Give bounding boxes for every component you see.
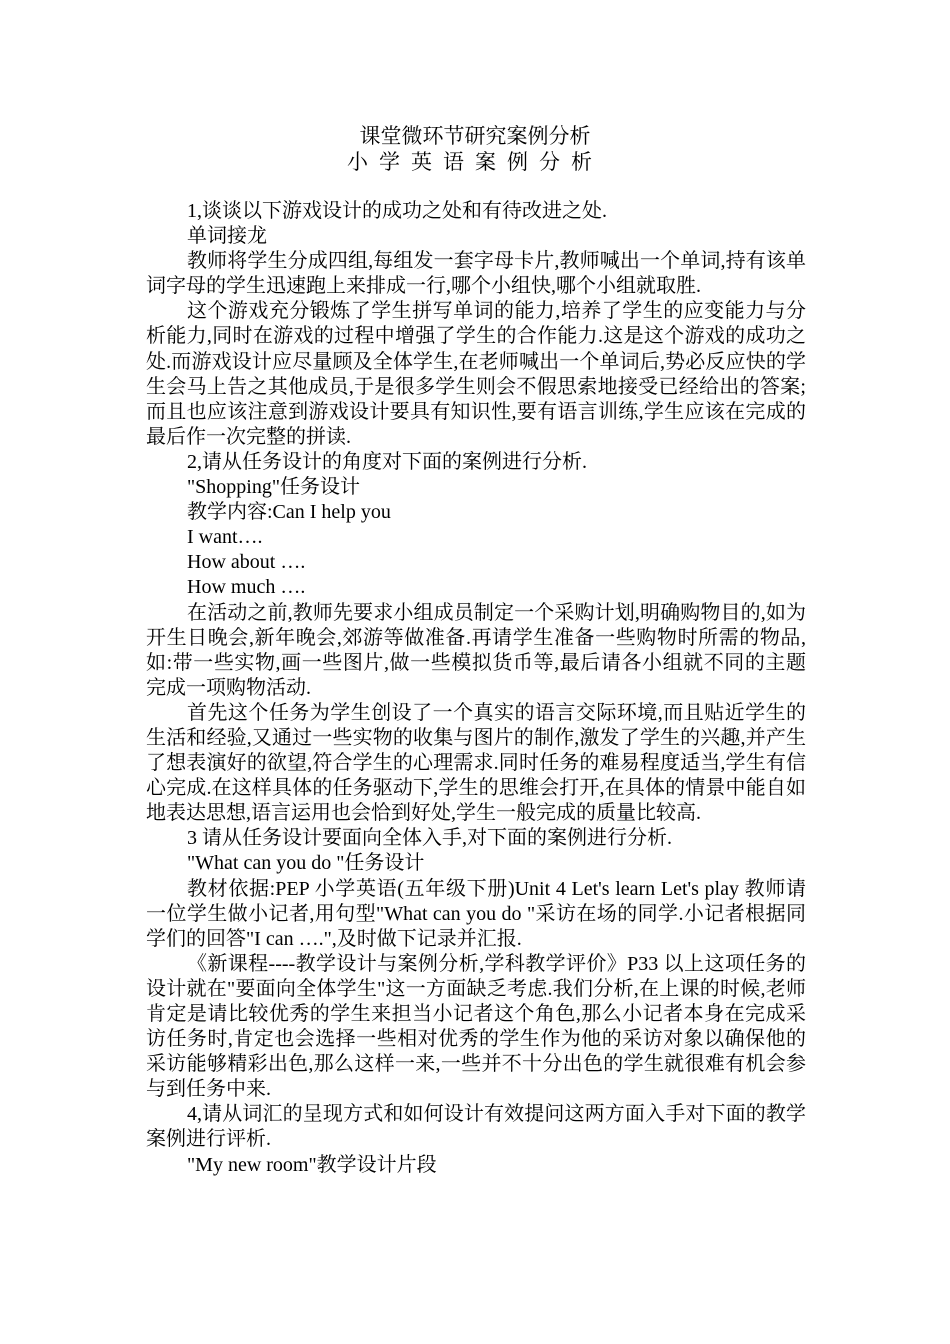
document-title: 课堂微环节研究案例分析 — [359, 124, 591, 148]
paragraph: 这个游戏充分锻炼了学生拼写单词的能力,培养了学生的应变能力与分析能力,同时在游戏的过程中增强了学生的合作能力.这是这个游戏的成功之处.而游戏设计应尽量顾及全体学生,在老师喊出一个单词后,势必反应快的学生会马上告之其他成员,于是很多学生则会不假思索地接受已经给出的答案;而且也应该注意到游戏设计要具有知识性,要有语言训练,学生应该在完成的最后作一次完整的拼读. — [146, 300, 806, 448]
document-body — [146, 199, 806, 1178]
document-subtitle: 小学英语案例分析 — [347, 150, 603, 174]
case-title-word-chain: 单词接龙 — [187, 225, 267, 248]
question-2: 2,请从任务设计的角度对下面的案例进行分析. — [187, 450, 587, 473]
paragraph: 首先这个任务为学生创设了一个真实的语言交际环境,而且贴近学生的生活和经验,又通过一些实物的收集与图片的制作,激发了学生的兴趣,并产生了想表演好的欲望,符合学生的心理需求.同时任务的难易程度适当,学生有信心完成.在这样具体的任务驱动下,学生的思维会打开,在具体的情景中能自如地表达思想,语言运用也会恰到好处,学生一般完成的质量比较高. — [146, 701, 806, 825]
question-3: 3 请从任务设计要面向全体入手,对下面的案例进行分析. — [187, 827, 672, 850]
paragraph: 教师将学生分成四组,每组发一套字母卡片,教师喊出一个单词,持有该单词字母的学生迅速跑上来排成一行,哪个小组快,哪个小组就取胜. — [146, 250, 806, 298]
phrase-line: How about …. — [187, 551, 306, 574]
question-1: 1,谈谈以下游戏设计的成功之处和有待改进之处. — [187, 200, 607, 222]
paragraph: 教材依据:PEP 小学英语(五年级下册)Unit 4 Let's learn Let's play 教师请一位学生做小记者,用句型"What can you do "采访在场的同学.小记者根据同学们的回答"I can ….",及时做下记录并汇报. — [146, 877, 806, 950]
question-4: 4,请从词汇的呈现方式和如何设计有效提问这两方面入手对下面的教学案例进行评析. — [146, 1103, 806, 1151]
case-title-shopping: "Shopping"任务设计 — [187, 476, 361, 499]
case-title-what-can-you-do: "What can you do "任务设计 — [187, 852, 425, 875]
paragraph: 在活动之前,教师先要求小组成员制定一个采购计划,明确购物目的,如为开生日晚会,新年晚会,郊游等做准备.再请学生准备一些购物时所需的物品,如:带一些实物,画一些图片,做一些模拟货币等,最后请各小组就不同的主题完成一项购物活动. — [146, 601, 806, 699]
phrase-line: How much …. — [187, 576, 306, 599]
teaching-content: 教学内容:Can I help you — [187, 501, 391, 524]
phrase-line: I want…. — [187, 526, 263, 549]
case-title-my-new-room: "My new room"教学设计片段 — [187, 1153, 437, 1176]
paragraph: 《新课程----教学设计与案例分析,学科教学评价》P33 以上这项任务的设计就在"要面向全体学生"这一方面缺乏考虑.我们分析,在上课的时候,老师肯定是请比较优秀的学生来担当小记者这个角色,那么小记者本身在完成采访任务时,肯定也会选择一些相对优秀的学生作为他的采访对象以确保他的采访能够精彩出色,那么这样一来,一些并不十分出色的学生就很难有机会参与到任务中来. — [146, 952, 806, 1101]
